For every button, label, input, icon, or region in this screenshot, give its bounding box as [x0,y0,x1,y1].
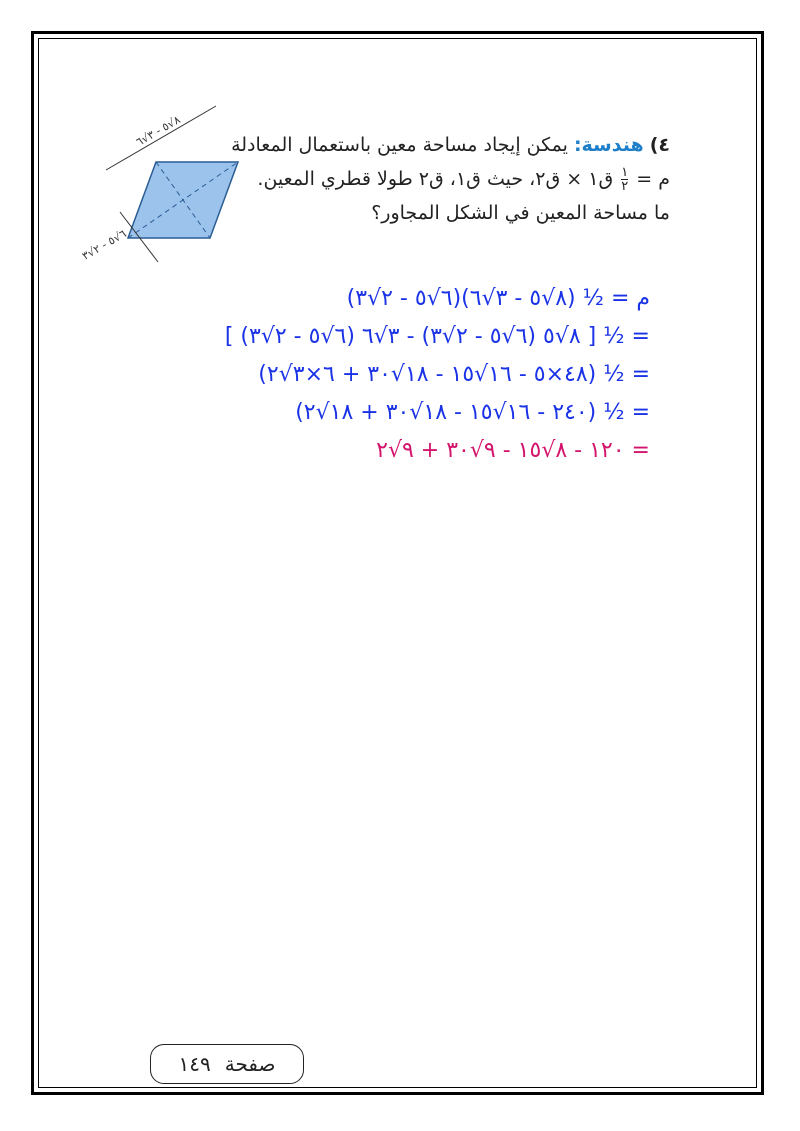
solution-line-3: = ½ (٤٨×٥ - ١٦√١٥ - ١٨√٣٠ + ٦×٣√٢) [258,362,650,387]
solution-line-2: = ½ [ ٨√٥ (٦√٥ - ٢√٣) - ٣√٦ (٦√٥ - ٢√٣) ] [224,324,650,349]
solution-line-4: = ½ (٢٤٠ - ١٦√١٥ - ١٨√٣٠ + ١٨√٢) [295,400,650,425]
page-number: ١٤٩ [178,1052,211,1076]
problem-line-3: ما مساحة المعين في الشكل المجاور؟ [371,202,670,224]
problem-line-1-text: يمكن إيجاد مساحة معين باستعمال المعادلة [231,134,568,156]
fraction-numerator: ١ [621,165,629,180]
problem-keyword: هندسة: [573,134,644,156]
problem-statement [230,128,670,230]
diagonal-1-dimension-line [106,106,216,170]
problem-line-2 [230,162,670,196]
solution-final-answer: = ١٢٠ - ٨√١٥ - ٩√٣٠ + ٩√٢ [376,438,650,463]
formula-fraction [621,166,628,193]
rhombus-figure [68,100,258,280]
formula-lhs: م = [636,168,670,190]
diagonal-1-label: ٨√٥ - ٣√٦ [133,113,183,149]
diagonal-2-label: ٦√٥ - ٢√٣ [79,227,129,263]
problem-line-1 [230,128,670,162]
problem-number: ٤) [649,134,670,156]
solution-work [225,280,650,470]
solution-line-1: م = ½ (٨√٥ - ٣√٦)(٦√٥ - ٢√٣) [346,286,650,311]
page-number-box [150,1044,304,1084]
problem-line-2-text: ق١ × ق٢، حيث ق١، ق٢ طولا قطري المعين. [257,168,614,190]
page-label: صفحة [224,1052,276,1076]
fraction-denominator: ٢ [621,179,629,194]
